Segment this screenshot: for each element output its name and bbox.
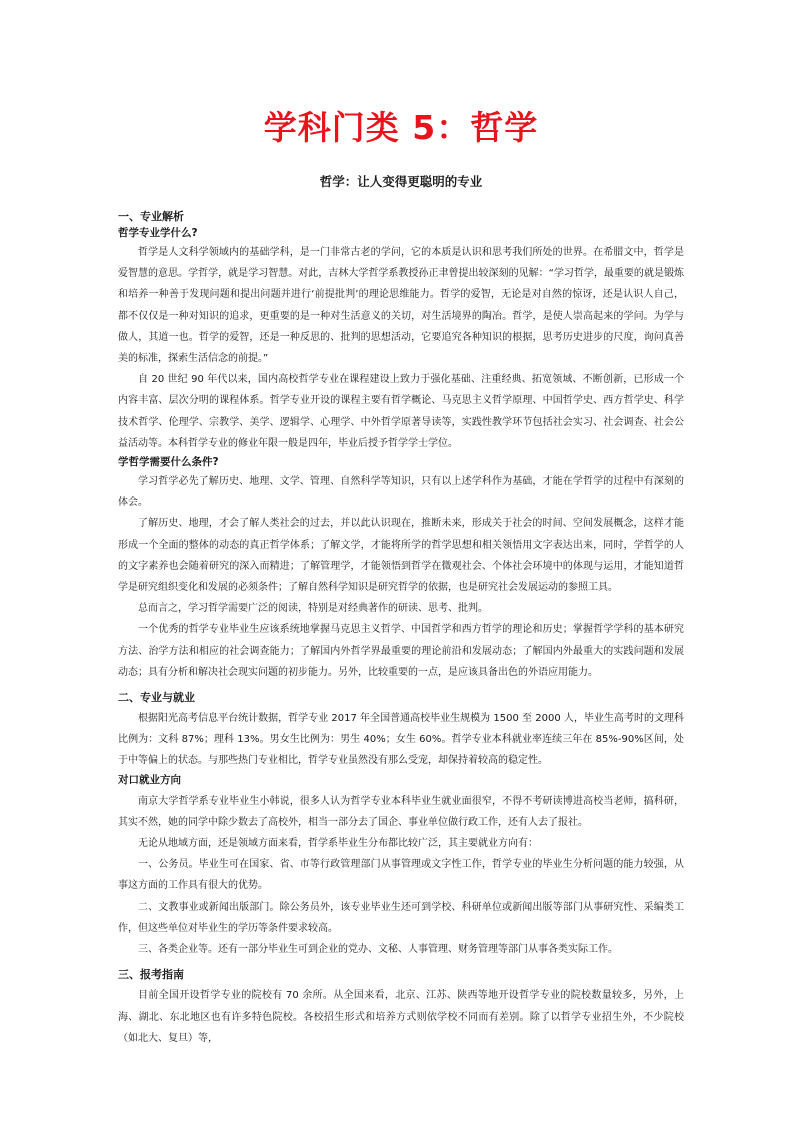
paragraph: 一、公务员。毕业生可在国家、省、市等行政管理部门从事管理或文字性工作，哲学专业的毕业生分析问题的能力较强，从事这方面的工作具有很大的优势。 (118, 859, 684, 892)
section-subheading: 对口就业方向 (118, 773, 181, 786)
section-subheading: 哲学专业学什么? (118, 227, 198, 239)
paragraph: 南京大学哲学系专业毕业生小韩说，很多人认为哲学专业本科毕业生就业面很窄，不得不考研读博进高校当老师，搞科研，其实不然，她的同学中除少数去了高校外，相当一部分去了国企、事业单位做行政工作，还有人去了报社。 (118, 795, 684, 828)
paragraph: 根据阳光高考信息平台统计数据，哲学专业 2017 年全国普通高校毕业生规模为 1500 至 2000 人，毕业生高考时的文理科比例为：文科 87%；理科 13%。男女生比例为：男生 40%；女生 60%。哲学专业本科就业率连续三年在 85%-90%区间，处于中等偏上的状态。与那些热门专业相比，哲学专业虽然没有那么受宠，却保持着较高的稳定性。 (118, 713, 684, 767)
document-title: 学科门类 5：哲学 (263, 108, 539, 147)
paragraph: 二、文教事业或新闻出版部门。除公务员外，该专业毕业生还可到学校、科研单位或新闻出版等部门从事研究性、采编类工作，但这些单位对毕业生的学历等条件要求较高。 (118, 901, 684, 934)
paragraph: 无论从地域方面，还是领域方面来看，哲学系毕业生分布都比较广泛，其主要就业方向有： (138, 838, 538, 850)
paragraph: 一个优秀的哲学专业毕业生应该系统地掌握马克思主义哲学、中国哲学和西方哲学的理论和历史；掌握哲学学科的基本研究方法、治学方法和相应的社会调查能力；了解国内外哲学界最重要的理论前沿和发展动态；了解国内外最重大的实践问题和发展动态；具有分析和解决社会现实问题的初步能力。另外，比较重要的一点，是应该具备出色的外语应用能力。 (118, 624, 684, 678)
paragraph: 总而言之，学习哲学需要广泛的阅读，特别是对经典著作的研读、思考、批判。 (138, 603, 488, 615)
document-body (118, 208, 684, 1049)
paragraph: 哲学是人文科学领域内的基础学科，是一门非常古老的学问，它的本质是认识和思考我们所处的世界。在希腊文中，哲学是爱智慧的意思。学哲学，就是学习智慧。对此，吉林大学哲学系教授孙正聿曾提出较深刻的见解：“学习哲学，最重要的就是锻炼和培养一种善于发现问题和提出问题并进行‘前提批判’的理论思维能力。哲学的爱智，无论是对自然的惊讶，还是认识人自己，都不仅仅是一种对知识的追求，更重要的是一种对生活意义的关切，对生活境界的陶冶。哲学，是使人崇高起来的学问。为学与做人，其道一也。哲学的爱智，还是一种反思的、批判的思想活动，它要追究各种知识的根据，思考历史进步的尺度，询问真善美的标准，探索生活信念的前提。” (118, 247, 684, 365)
paragraph: 三、各类企业等。还有一部分毕业生可到企业的党办、文秘、人事管理、财务管理等部门从事各类实际工作。 (138, 944, 618, 956)
paragraph: 学习哲学必先了解历史、地理、文学、管理、自然科学等知识，只有以上述学科作为基础，才能在学哲学的过程中有深刻的体会。 (118, 476, 684, 509)
paragraph: 自 20 世纪 90 年代以来，国内高校哲学专业在课程建设上致力于强化基础、注重经典、拓宽领域、不断创新，已形成一个内容丰富、层次分明的课程体系。哲学专业开设的课程主要有哲学概论、马克思主义哲学原理、中国哲学史、西方哲学史、科学技术哲学、伦理学、宗教学、美学、逻辑学、心理学、中外哲学原著导读等，实践性教学环节包括社会实习、社会调查、社会公益活动等。本科哲学专业的修业年限一般是四年，毕业后授予哲学学士学位。 (118, 374, 684, 449)
section-heading: 一、专业解析 (118, 210, 184, 223)
section-heading: 三、报考指南 (118, 968, 184, 982)
section-subheading: 学哲学需要什么条件? (118, 456, 219, 469)
section-heading: 二、专业与就业 (118, 691, 195, 705)
document-subtitle: 哲学：让人变得更聪明的专业 (319, 174, 483, 189)
paragraph: 了解历史、地理，才会了解人类社会的过去，并以此认识现在，推断未来，形成关于社会的时间、空间发展概念，这样才能形成一个全面的整体的动态的真正哲学体系；了解文学，才能将所学的哲学思想和相关领悟用文字表达出来，同时，学哲学的人的文字素养也会随着研究的深入而精进；了解管理学，才能领悟到哲学在微观社会、个体社会环境中的体现与运用，才能知道哲学是研究组织变化和发展的必须条件；了解自然科学知识是研究哲学的依据，也是研究社会发展运动的参照工具。 (118, 518, 684, 594)
paragraph: 目前全国开设哲学专业的院校有 70 余所。从全国来看，北京、江苏、陕西等地开设哲学专业的院校数量较多，另外，上海、湖北、东北地区也有许多特色院校。各校招生形式和培养方式则依学校不同而有差别。除了以哲学专业招生外，不少院校（如北大、复旦）等， (118, 990, 684, 1044)
